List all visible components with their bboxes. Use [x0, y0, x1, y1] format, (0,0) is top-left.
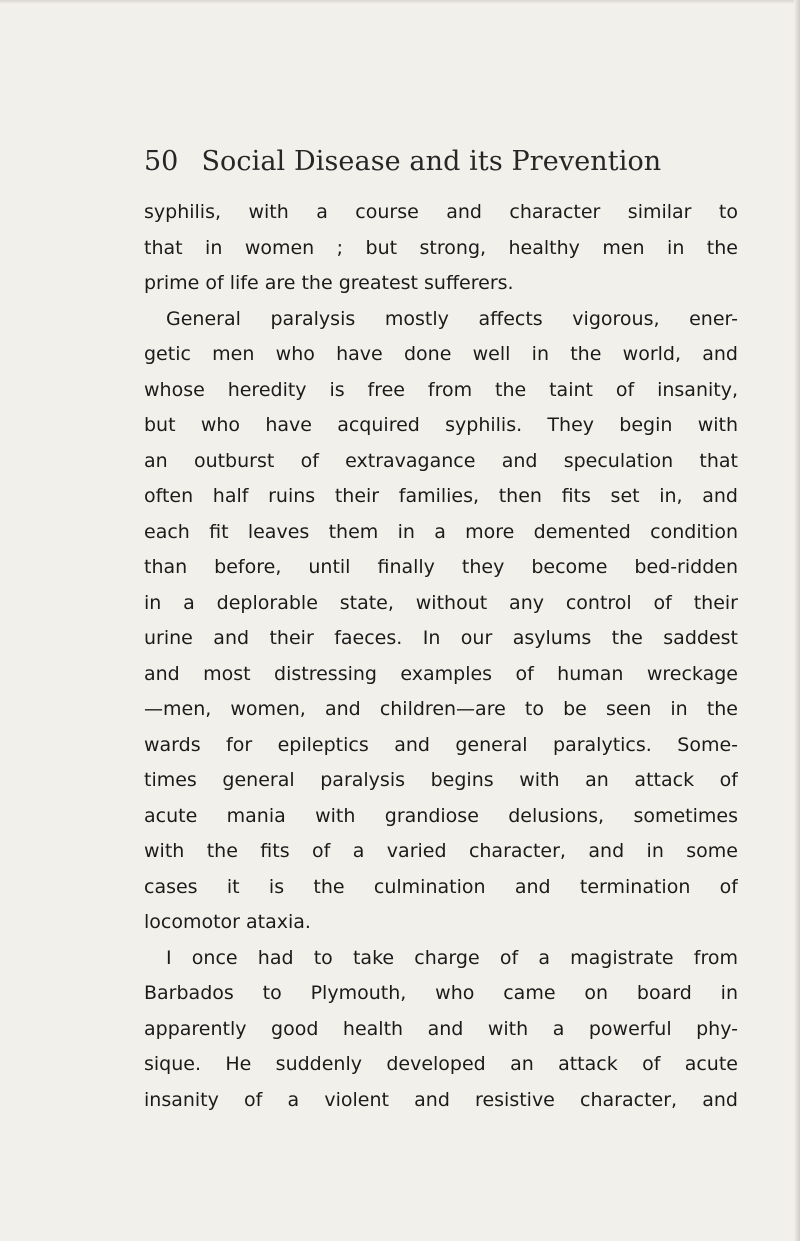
text-line: urine and their faeces. In our asylums the saddest — [144, 627, 738, 649]
text-line: times general paralysis begins with an attack of — [144, 769, 738, 791]
text-line: but who have acquired syphilis. They begin with — [144, 414, 738, 436]
page-right-edge — [794, 0, 800, 1241]
text-line: in a deplorable state, without any control of their — [144, 591, 738, 614]
text-line: with the fits of a varied character, and in some — [144, 840, 738, 862]
text-line: sique. He suddenly developed an attack of acute — [144, 1053, 738, 1075]
text-line: acute mania with grandiose delusions, sometimes — [144, 804, 738, 827]
text-line: each fit leaves them in a more demented condition — [144, 520, 738, 543]
page-top-edge — [0, 0, 800, 4]
text-line: I once had to take charge of a magistrate from — [166, 946, 738, 969]
text-line: wards for epileptics and general paralytics. Some- — [144, 733, 738, 756]
text-line: whose heredity is free from the taint of insanity, — [144, 378, 738, 401]
text-line: and most distressing examples of human wreckage — [144, 662, 738, 685]
text-line: syphilis, with a course and character similar to — [144, 201, 738, 223]
text-line: General paralysis mostly affects vigorous, ener- — [166, 307, 738, 330]
text-line: —men, women, and children—are to be seen in the — [144, 698, 738, 720]
text-line: apparently good health and with a powerful phy- — [144, 1017, 738, 1040]
text-line: often half ruins their families, then fits set in, and — [144, 485, 738, 507]
running-title: Social Disease and its Prevention — [201, 146, 662, 177]
text-line: an outburst of extravagance and speculation that — [144, 449, 738, 472]
text-line: than before, until finally they become bed-ridden — [144, 556, 738, 578]
text-line: getic men who have done well in the world, and — [144, 343, 738, 365]
body-text — [144, 195, 738, 1118]
running-head — [144, 146, 661, 177]
text-line: that in women ; but strong, healthy men in the — [144, 236, 738, 259]
text-line: prime of life are the greatest sufferers. — [144, 272, 514, 294]
text-line: insanity of a violent and resistive character, and — [144, 1088, 738, 1111]
text-line: locomotor ataxia. — [144, 911, 311, 933]
page-number: 50 — [144, 146, 179, 177]
text-line: cases it is the culmination and termination of — [144, 875, 738, 898]
text-line: Barbados to Plymouth, who came on board in — [144, 982, 738, 1004]
